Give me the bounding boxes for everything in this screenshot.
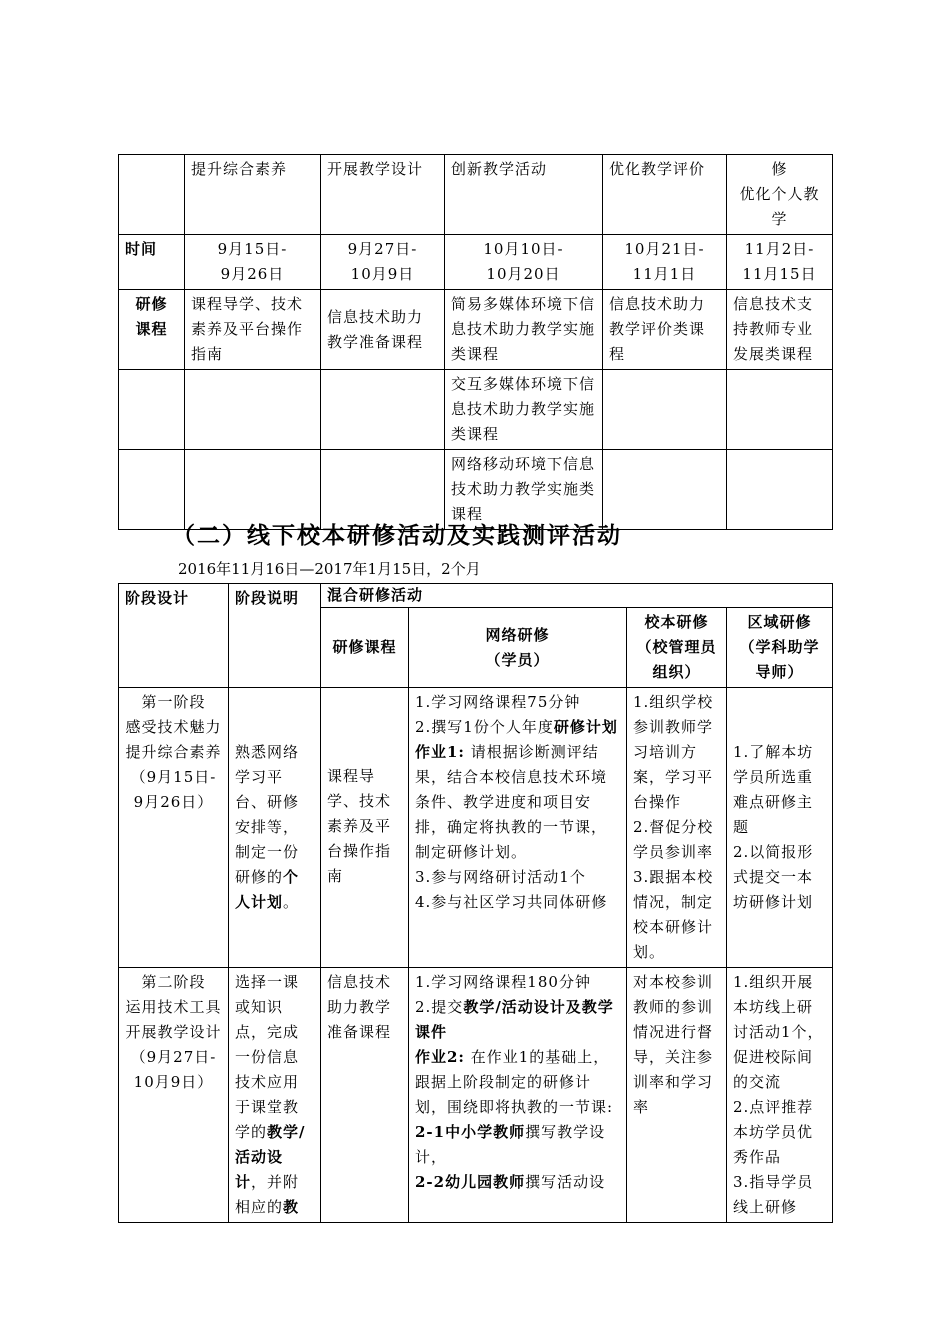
table-cell: 研修 课程: [119, 290, 185, 370]
table-cell: 提升综合素养: [185, 155, 321, 235]
table-row: [119, 370, 833, 450]
table-cell: 选择一课或知识点，完成一份信息技术应用于课堂教学的教学/活动设计，并附相应的教: [229, 968, 321, 1223]
table-cell: 课程导学、技术素养及平台操作指南: [321, 688, 409, 968]
table-cell: 1.组织学校参训教师学习培训方案，学习平台操作 2.督促分校学员参训率 3.跟据本校情况，制定校本研修计划。: [627, 688, 727, 968]
table-cell: 创新教学活动: [445, 155, 603, 235]
table-header-cell: 区域研修 （学科助学导师）: [727, 608, 833, 688]
table-header-cell: 混合研修活动: [321, 584, 833, 608]
table-cell: [119, 370, 185, 450]
table-row: [119, 290, 833, 370]
table-cell: 9月15日- 9月26日: [185, 235, 321, 290]
table-cell: 修 优化个人教学: [727, 155, 833, 235]
table-cell: 优化教学评价: [603, 155, 727, 235]
table-cell: [727, 450, 833, 530]
table-cell: 课程导学、技术素养及平台操作指南: [185, 290, 321, 370]
section-heading: （二）线下校本研修活动及实践测评活动: [172, 523, 622, 549]
table-cell: [727, 370, 833, 450]
table-row: [119, 968, 833, 1223]
table-cell: 信息技术助力教学准备课程: [321, 968, 409, 1223]
table-header-cell: 研修课程: [321, 608, 409, 688]
table-header-cell: 阶段设计: [119, 584, 229, 688]
table-cell: 1.组织开展本坊线上研讨活动1个，促进校际间的交流 2.点评推荐本坊学员优秀作品 3.指导学员线上研修: [727, 968, 833, 1223]
table-header-cell: 阶段说明: [229, 584, 321, 688]
table-cell: 1.了解本坊学员所选重难点研修主题 2.以简报形式提交一本坊研修计划: [727, 688, 833, 968]
table-row: [119, 155, 833, 235]
date-range: 2016年11月16日—2017年1月15日，2个月: [178, 560, 481, 578]
table-row: [119, 235, 833, 290]
table-cell: 时间: [119, 235, 185, 290]
table-cell: 9月27日- 10月9日: [321, 235, 445, 290]
table-cell: [321, 370, 445, 450]
table-header-cell: 网络研修 （学员）: [409, 608, 627, 688]
table-cell: 开展教学设计: [321, 155, 445, 235]
table-cell: 第二阶段 运用技术工具 开展教学设计 （9月27日- 10月9日）: [119, 968, 229, 1223]
table-cell: 信息技术助力教学准备课程: [321, 290, 445, 370]
table-cell: 网络移动环境下信息技术助力教学实施类课程: [445, 450, 603, 530]
table-header-cell: 校本研修 （校管理员组织）: [627, 608, 727, 688]
table-row: [119, 584, 833, 608]
table-cell: 10月21日- 11月1日: [603, 235, 727, 290]
table-cell: 信息技术支持教师专业发展类课程: [727, 290, 833, 370]
table-cell: [603, 370, 727, 450]
training-activity-table: [118, 583, 833, 1223]
table-cell: 交互多媒体环境下信息技术助力教学实施类课程: [445, 370, 603, 450]
course-schedule-table: [118, 154, 833, 530]
table-cell: 信息技术助力教学评价类课程: [603, 290, 727, 370]
table-cell: 1.学习网络课程180分钟 2.提交教学/活动设计及教学课件 作业2: 在作业1的基础上，跟据上阶段制定的研修计划，围绕即将执教的一节课: 2-1中小学教师撰写教学设计， 2-2幼儿园教师撰写活动设: [409, 968, 627, 1223]
table-cell: 熟悉网络学习平台、研修安排等，制定一份研修的个人计划。: [229, 688, 321, 968]
table-cell: [119, 155, 185, 235]
table-cell: 11月2日- 11月15日: [727, 235, 833, 290]
table-row: [119, 688, 833, 968]
table-cell: 第一阶段 感受技术魅力 提升综合素养 （9月15日- 9月26日）: [119, 688, 229, 968]
table-cell: 对本校参训教师的参训情况进行督导，关注参训率和学习率: [627, 968, 727, 1223]
table-cell: 10月10日- 10月20日: [445, 235, 603, 290]
table-cell: [185, 370, 321, 450]
table-cell: 简易多媒体环境下信息技术助力教学实施类课程: [445, 290, 603, 370]
table-cell: 1.学习网络课程75分钟 2.撰写1份个人年度研修计划 作业1: 请根据诊断测评结果，结合本校信息技术环境条件、教学进度和项目安排，确定将执教的一节课，制定研修计划。 3.参与网络研讨活动1个 4.参与社区学习共同体研修: [409, 688, 627, 968]
